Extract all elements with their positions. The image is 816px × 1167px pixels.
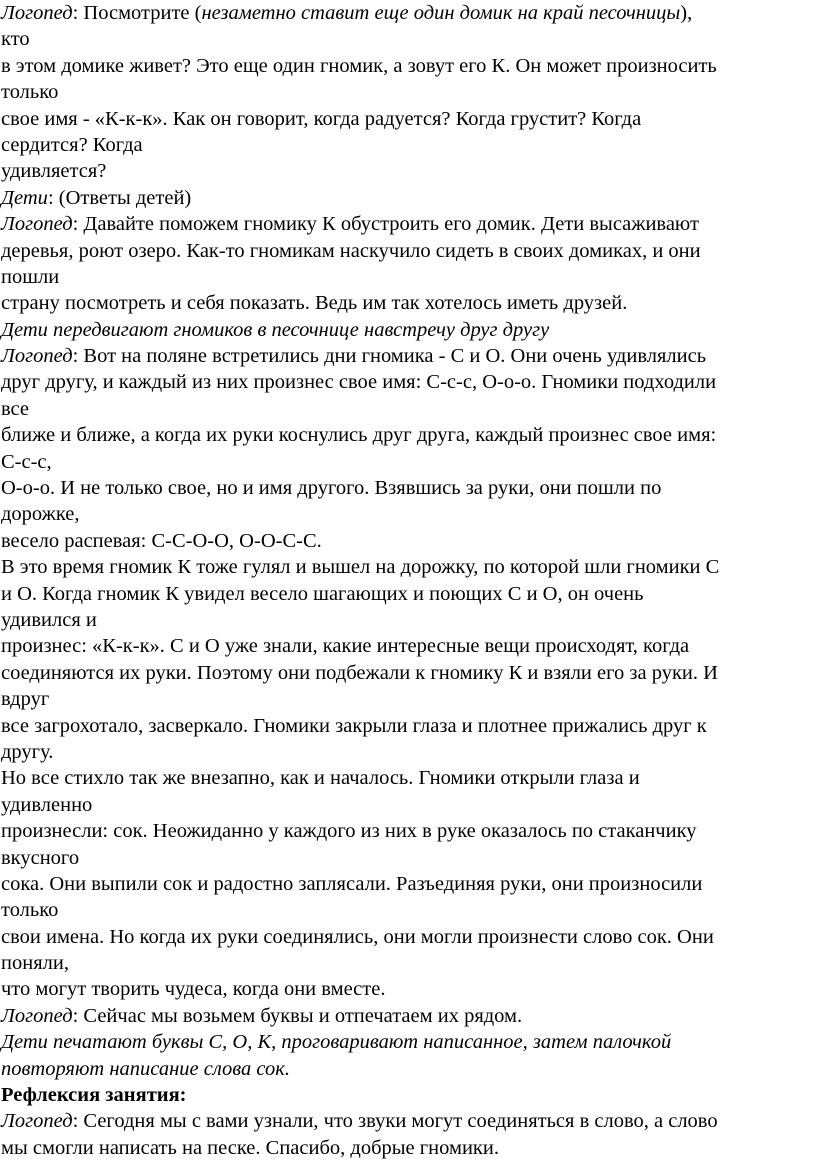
text-line — [1, 581, 816, 607]
text-span: сока. Они выпили сок и радостно заплясали. Разъединяя руки, они произносили — [1, 872, 703, 895]
text-line — [1, 554, 816, 580]
text-line — [1, 26, 816, 52]
text-line — [1, 369, 816, 395]
text-line — [1, 79, 816, 105]
text-line — [1, 158, 816, 184]
italic-text: Дети — [1, 186, 48, 209]
text-span: О-о-о. И не только свое, но и имя другого. Взявшись за руки, они пошли по — [1, 477, 662, 500]
text-span: другу. — [1, 740, 54, 763]
text-line — [1, 1082, 816, 1108]
text-line — [1, 238, 816, 264]
text-line — [1, 53, 816, 79]
text-span: только — [1, 899, 59, 922]
text-line — [1, 1135, 816, 1161]
italic-text: Дети передвигают гномиков в песочнице навстречу друг другу — [1, 318, 550, 341]
section-heading: Рефлексия занятия: — [1, 1084, 187, 1107]
italic-text: Логопед — [1, 1110, 73, 1133]
text-line — [1, 1029, 816, 1055]
text-line — [1, 1108, 816, 1134]
text-span: удивляется? — [1, 160, 107, 183]
text-line — [1, 317, 816, 343]
text-line — [1, 792, 816, 818]
text-line — [1, 264, 816, 290]
text-span: : Сейчас мы возьмем буквы и отпечатаем их рядом. — [72, 1004, 523, 1027]
text-line — [1, 0, 816, 26]
text-line — [1, 897, 816, 923]
text-line — [1, 976, 816, 1002]
text-span: что могут творить чудеса, когда они вместе. — [1, 978, 386, 1001]
text-line — [1, 633, 816, 659]
text-span: В это время гномик К тоже гулял и вышел на дорожку, по которой шли гномики С — [1, 556, 720, 579]
text-span: Но все стихло так же внезапно, как и началось. Гномики открыли глаза и — [1, 767, 640, 790]
text-span: ближе и ближе, а когда их руки коснулись друг друга, каждый произнес свое имя: — [1, 424, 717, 447]
text-span: удивленно — [1, 793, 93, 816]
text-line — [1, 501, 816, 527]
text-line — [1, 132, 816, 158]
text-line — [1, 924, 816, 950]
text-line — [1, 449, 816, 475]
text-span: сердится? Когда — [1, 133, 143, 156]
text-span: соединяются их руки. Поэтому они подбежали к гномику К и взяли его за руки. И — [1, 661, 718, 684]
text-span: произнесли: сок. Неожиданно у каждого из них в руке оказалось по стаканчику — [1, 820, 697, 843]
text-line — [1, 1003, 816, 1029]
text-line — [1, 713, 816, 739]
text-line — [1, 739, 816, 765]
text-line — [1, 290, 816, 316]
text-line — [1, 528, 816, 554]
text-line — [1, 818, 816, 844]
text-span: вкусного — [1, 846, 80, 869]
italic-text: Логопед — [1, 345, 73, 368]
text-span: кто — [1, 28, 30, 51]
text-span: мы смогли написать на песке. Спасибо, добрые гномики. — [1, 1136, 499, 1159]
text-span: страну посмотреть и себя показать. Ведь им так хотелось иметь друзей. — [1, 292, 628, 315]
italic-text: Дети печатают буквы С, О, К, проговаривают написанное, затем палочкой — [1, 1031, 672, 1054]
text-line — [1, 1056, 816, 1082]
text-span: пошли — [1, 265, 60, 288]
text-span: все — [1, 397, 30, 420]
text-span: поняли, — [1, 952, 69, 975]
italic-text: незаметно ставит еще один домик на край песочницы — [201, 2, 681, 24]
text-line — [1, 475, 816, 501]
text-span: вдруг — [1, 688, 50, 711]
text-span: : Вот на поляне встретились дни гномика - С и О. Они очень удивлялись — [72, 345, 707, 368]
text-line — [1, 871, 816, 897]
text-span: произнес: «К-к-к». С и О уже знали, какие интересные вещи происходят, когда — [1, 635, 690, 658]
text-line — [1, 845, 816, 871]
text-span: только — [1, 81, 59, 104]
text-span: свое имя - «К-к-к». Как он говорит, когда радуется? Когда грустит? Когда — [1, 107, 642, 130]
text-line — [1, 607, 816, 633]
text-line — [1, 950, 816, 976]
text-span: свои имена. Но когда их руки соединялись, они могли произнести слово сок. Они — [1, 925, 714, 948]
text-span: друг другу, и каждый из них произнес свое имя: С-с-с, О-о-о. Гномики подходили — [1, 371, 717, 394]
text-span: дорожке, — [1, 503, 80, 526]
text-span: деревья, роют озеро. Как-то гномикам наскучило сидеть в своих домиках, и они — [1, 239, 701, 262]
text-span: ), — [680, 2, 693, 24]
text-span: С-с-с, — [1, 450, 52, 473]
text-line — [1, 396, 816, 422]
text-span: : (Ответы детей) — [47, 186, 192, 209]
text-span: : Давайте поможем гномику К обустроить его домик. Дети высаживают — [72, 213, 699, 236]
text-span: : Посмотрите ( — [72, 2, 202, 24]
text-span: в этом домике живет? Это еще один гномик, а зовут его К. Он может произносить — [1, 54, 717, 77]
text-line — [1, 343, 816, 369]
text-line — [1, 106, 816, 132]
text-span: весело распевая: С-С-О-О, О-О-С-С. — [1, 529, 322, 552]
italic-text: повторяют написание слова сок. — [1, 1057, 290, 1080]
text-line — [1, 422, 816, 448]
text-line — [1, 686, 816, 712]
italic-text: Логопед — [1, 213, 73, 236]
text-span: и О. Когда гномик К увидел весело шагающих и поющих С и О, он очень — [1, 582, 644, 605]
text-span: все загрохотало, засверкало. Гномики закрыли глаза и плотнее прижались друг к — [1, 714, 707, 737]
italic-text: Логопед — [1, 2, 73, 24]
italic-text: Логопед — [1, 1004, 73, 1027]
text-line — [1, 765, 816, 791]
text-line — [1, 211, 816, 237]
text-span: удивился и — [1, 608, 97, 631]
text-line — [1, 185, 816, 211]
text-span: : Сегодня мы с вами узнали, что звуки могут соединяться в слово, а слово — [72, 1110, 718, 1133]
text-line — [1, 660, 816, 686]
